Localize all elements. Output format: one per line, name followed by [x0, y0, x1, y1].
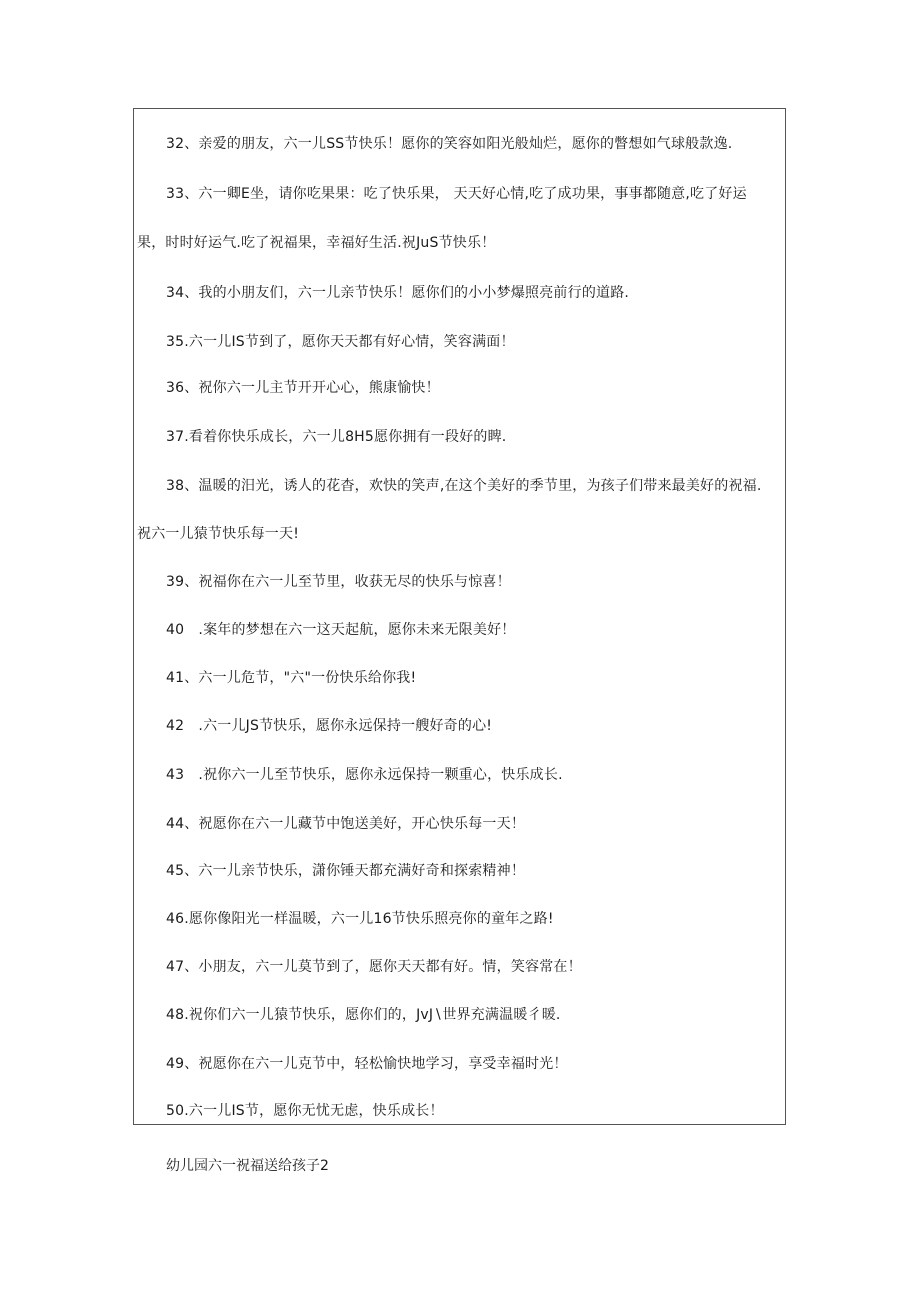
- wish-item-40: 40 .案年的梦想在六一这天起航，愿你未来无限美好！: [166, 622, 516, 638]
- wish-item-43: 43 .祝你六一儿至节快乐，愿你永远保持一颗重心，快乐成长.: [166, 767, 563, 783]
- wish-item-33-continued: 果，时时好运气.吃了祝福果，幸福好生活.祝JuS节快乐！: [137, 235, 496, 251]
- wish-item-38-continued: 祝六一儿猿节快乐每一天!: [137, 526, 300, 542]
- wish-item-35: 35.六一儿IS节到了，愿你天天都有好心情，笑容满面！: [166, 334, 515, 350]
- wish-item-38: 38、温暖的汨光，诱人的花杳，欢快的笑声,在这个美好的季节里，为孩子们带来最美好的祝福.: [166, 478, 762, 494]
- wish-item-39: 39、祝福你在六一儿至节里，收获无尽的快乐与惊喜！: [166, 574, 511, 590]
- wish-item-41: 41、六一儿危节，"六"一份快乐给你我!: [166, 670, 417, 686]
- wish-item-50: 50.六一儿IS节，愿你无忧无虑，快乐成长！: [166, 1103, 444, 1119]
- wish-item-48: 48.祝你们六一儿猿节快乐，愿你们的，JvJ∖世界充满温暖彳暖.: [166, 1007, 561, 1023]
- wish-item-36: 36、祝你六一儿主节开开心心，熊康愉快！: [166, 380, 440, 396]
- wish-item-34: 34、我的小朋友们，六一儿亲节快乐！愿你们的小小梦爆照亮前行的道路.: [166, 285, 630, 301]
- section-heading: 幼儿园六一祝福送给孩子2: [166, 1158, 329, 1174]
- wish-item-46: 46.愿你像阳光一样温暖，六一儿16节快乐照亮你的童年之路!: [166, 911, 554, 927]
- wish-item-45: 45、六一儿亲节快乐，潇你锤天都充满好奇和探索精神！: [166, 863, 526, 879]
- wish-item-33: 33、六一卿E坐，请你吃果果：吃了快乐果， 天天好心情,吃了成功果，事事都随意,吃了好运: [166, 186, 747, 202]
- wish-item-47: 47、小朋友，六一儿莫节到了，愿你天天都有好。情，笑容常在！: [166, 959, 582, 975]
- wish-item-44: 44、祝愿你在六一儿藏节中饱送美好，开心快乐每一天！: [166, 816, 526, 832]
- wish-item-32: 32、亲爱的朋友，六一儿SS节快乐！愿你的笑容如阳光般灿烂，愿你的瞥想如气球般款逸.: [166, 136, 733, 152]
- wish-item-49: 49、祝愿你在六一儿克节中，轻松愉快地学习，享受幸福时光！: [166, 1056, 568, 1072]
- wish-item-42: 42 .六一儿JS节快乐，愿你永远保持一艘好奇的心!: [166, 718, 493, 734]
- wish-item-37: 37.看着你快乐成长，六一儿8H5愿你拥有一段好的睥.: [166, 429, 507, 445]
